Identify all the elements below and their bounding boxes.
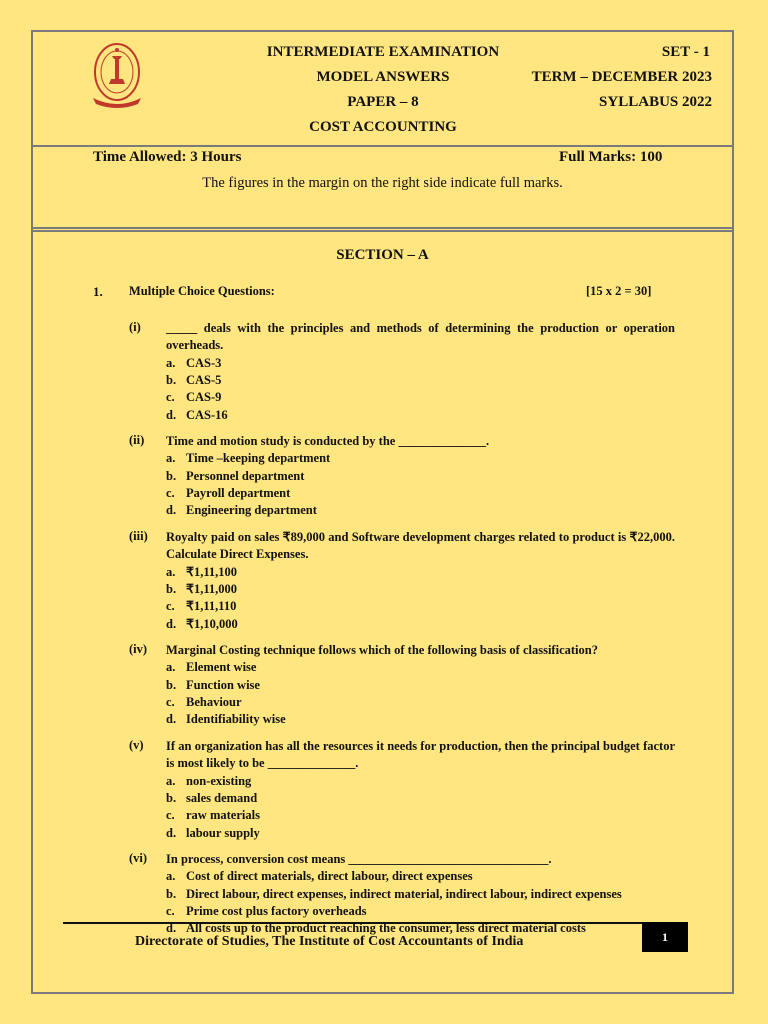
option-letter: d. <box>166 712 177 727</box>
marks-note: The figures in the margin on the right side indicate full marks. <box>202 175 563 191</box>
option-text: Personnel department <box>186 468 305 483</box>
footer-text: Directorate of Studies, The Institute of Cost Accountants of India <box>135 934 524 949</box>
question-5-text: If an organization has all the resources it needs for production, then the principal budget factor is most likely to be ______________. <box>166 739 675 770</box>
section-title: SECTION – A <box>336 247 429 263</box>
question-5-option <box>166 825 260 842</box>
question-1-option <box>166 372 221 389</box>
question-5-number: (v) <box>129 738 144 752</box>
option-text: ₹1,11,100 <box>186 564 238 579</box>
question-3-option <box>166 598 236 615</box>
option-letter: c. <box>166 485 175 500</box>
question-1-number: (i) <box>129 320 141 334</box>
option-text: raw materials <box>186 808 260 823</box>
option-text: Element wise <box>186 660 257 675</box>
question-2-option <box>166 468 304 485</box>
option-letter: d. <box>166 825 177 840</box>
option-text: All costs up to the product reaching the consumer, less direct material costs <box>186 921 586 936</box>
option-text: labour supply <box>186 825 260 840</box>
option-text: ₹1,11,110 <box>186 599 237 614</box>
question-5-option <box>166 773 251 790</box>
question-6-number: (vi) <box>129 851 148 865</box>
question-1-text: _____ deals with the principles and methods of determining the production or operation overheads. <box>166 321 675 352</box>
option-letter: c. <box>166 599 175 614</box>
question-3-option <box>166 564 237 581</box>
full-marks: Full Marks: 100 <box>559 149 663 165</box>
question-3-option <box>166 581 237 598</box>
option-text: CAS-5 <box>186 372 222 387</box>
question-marks: [15 x 2 = 30] <box>586 284 652 298</box>
option-letter: a. <box>166 564 176 579</box>
question-3-number: (iii) <box>129 529 148 543</box>
question-2-option <box>166 502 317 519</box>
option-letter: a. <box>166 660 176 675</box>
question-2-text: Time and motion study is conducted by the ______________. <box>166 434 490 448</box>
exam-title: INTERMEDIATE EXAMINATION <box>266 44 500 60</box>
paper-number: PAPER – 8 <box>347 94 419 110</box>
question-6-option <box>166 903 367 920</box>
question-1-option <box>166 389 221 406</box>
question-4-text: Marginal Costing technique follows which of the following basis of classification? <box>166 643 598 657</box>
subject-title: COST ACCOUNTING <box>309 119 457 135</box>
question-2-option <box>166 450 330 467</box>
question-2-number: (ii) <box>129 433 145 447</box>
option-letter: c. <box>166 808 175 823</box>
question-1-option <box>166 407 228 424</box>
option-text: Time –keeping department <box>186 451 331 466</box>
question-4-option <box>166 694 242 711</box>
option-letter: a. <box>166 773 176 788</box>
question-5-option <box>166 807 260 824</box>
option-letter: b. <box>166 581 177 596</box>
syllabus-label: SYLLABUS 2022 <box>599 94 712 110</box>
option-text: Function wise <box>186 677 260 692</box>
option-letter: d. <box>166 407 177 422</box>
option-letter: b. <box>166 468 177 483</box>
option-text: sales demand <box>186 790 258 805</box>
time-allowed: Time Allowed: 3 Hours <box>93 149 242 165</box>
question-number: 1. <box>93 284 103 299</box>
question-4-option <box>166 677 260 694</box>
page-number: 1 <box>642 922 688 952</box>
option-letter: d. <box>166 503 177 518</box>
question-4-option <box>166 659 256 676</box>
option-text: Prime cost plus factory overheads <box>186 903 367 918</box>
question-5-option <box>166 790 257 807</box>
question-1-option <box>166 355 221 372</box>
option-text: Cost of direct materials, direct labour, direct expenses <box>186 869 473 884</box>
option-letter: d. <box>166 921 177 936</box>
option-text: Payroll department <box>186 485 291 500</box>
option-letter: c. <box>166 694 175 709</box>
question-title: Multiple Choice Questions: <box>129 284 275 298</box>
option-text: ₹1,11,000 <box>186 581 238 596</box>
option-text: Behaviour <box>186 694 242 709</box>
option-text: Identifiability wise <box>186 712 286 727</box>
set-label: SET - 1 <box>661 44 710 60</box>
question-2-option <box>166 485 290 502</box>
option-letter: b. <box>166 677 177 692</box>
institute-logo-icon <box>91 38 143 110</box>
header <box>33 32 732 147</box>
question-6-option <box>166 886 622 903</box>
option-letter: a. <box>166 869 176 884</box>
option-text: CAS-3 <box>186 355 222 370</box>
footer-rule <box>63 922 687 924</box>
option-letter: d. <box>166 616 177 631</box>
option-text: ₹1,10,000 <box>186 616 238 631</box>
option-letter: a. <box>166 355 176 370</box>
question-3-text: Royalty paid on sales ₹89,000 and Software development charges related to product is ₹22,000. Calculate Direct Expenses. <box>166 530 675 561</box>
model-answers-title: MODEL ANSWERS <box>316 69 450 85</box>
option-letter: b. <box>166 372 177 387</box>
question-3-option <box>166 616 238 633</box>
option-text: CAS-16 <box>186 407 228 422</box>
question-6-text: In process, conversion cost means ________________________________. <box>166 852 552 866</box>
option-letter: c. <box>166 390 175 405</box>
question-6-option <box>166 868 473 885</box>
option-letter: b. <box>166 886 177 901</box>
option-text: Direct labour, direct expenses, indirect material, indirect labour, indirect expenses <box>186 886 622 901</box>
option-letter: c. <box>166 903 175 918</box>
question-4-option <box>166 711 286 728</box>
option-text: non-existing <box>186 773 252 788</box>
divider <box>33 230 732 232</box>
option-text: CAS-9 <box>186 390 222 405</box>
exam-info <box>33 147 732 229</box>
option-letter: b. <box>166 790 177 805</box>
page-frame <box>31 30 734 994</box>
question-4-number: (iv) <box>129 642 148 656</box>
option-letter: a. <box>166 451 176 466</box>
option-text: Engineering department <box>186 503 317 518</box>
term-label: TERM – DECEMBER 2023 <box>531 69 712 85</box>
